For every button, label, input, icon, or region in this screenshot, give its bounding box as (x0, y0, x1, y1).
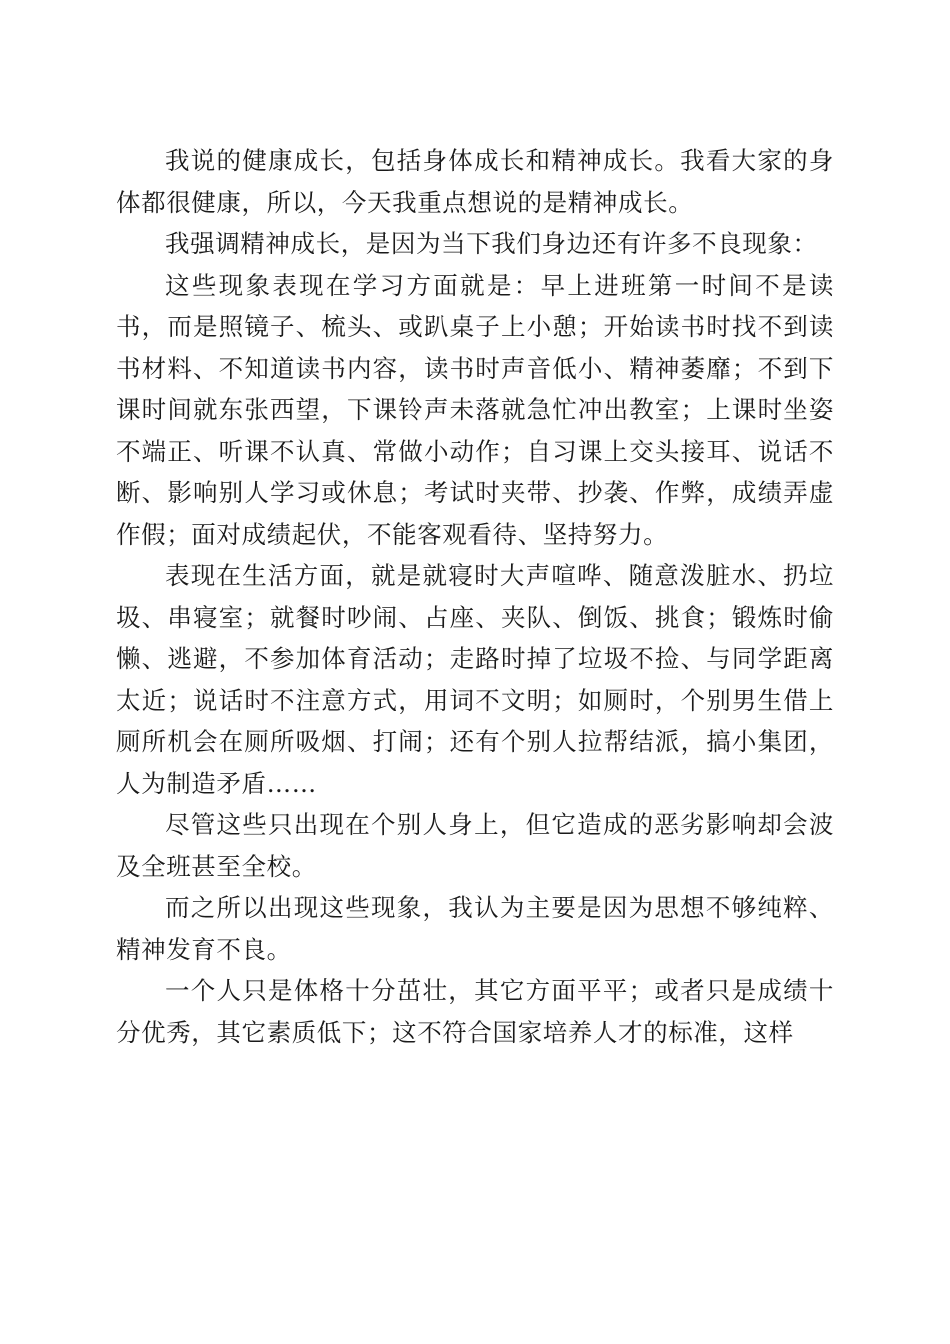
paragraph-7: 一个人只是体格十分茁壮，其它方面平平；或者只是成绩十分优秀，其它素质低下；这不符合国家培养人才的标准，这样 (116, 976, 834, 1047)
paragraph-4: 表现在生活方面，就是就寝时大声喧哗、随意泼脏水、扔垃圾、串寝室；就餐时吵闹、占座、夹队、倒饭、挑食；锻炼时偷懒、逃避，不参加体育活动；走路时掉了垃圾不捡、与同学距离太近；说话时不注意方式，用词不文明；如厕时，个别男生借上厕所机会在厕所吸烟、打闹；还有个别人拉帮结派，搞小集团，人为制造矛盾…… (116, 561, 834, 798)
paragraph-3: 这些现象表现在学习方面就是：早上进班第一时间不是读书，而是照镜子、梳头、或趴桌子上小憩；开始读书时找不到读书材料、不知道读书内容，读书时声音低小、精神萎靡；不到下课时间就东张西望，下课铃声未落就急忙冲出教室；上课时坐姿不端正、听课不认真、常做小动作；自习课上交头接耳、说话不断、影响别人学习或休息；考试时夹带、抄袭、作弊，成绩弄虚作假；面对成绩起伏，不能客观看待、坚持努力。 (116, 270, 834, 549)
paragraph-2: 我强调精神成长，是因为当下我们身边还有许多不良现象： (165, 229, 818, 258)
paragraph-6: 而之所以出现这些现象，我认为主要是因为思想不够纯粹、精神发育不良。 (116, 893, 834, 964)
paragraph-5: 尽管这些只出现在个别人身上，但它造成的恶劣影响却会波及全班甚至全校。 (116, 810, 834, 881)
document-body (116, 140, 834, 1053)
paragraph-1: 我说的健康成长，包括身体成长和精神成长。我看大家的身体都很健康，所以，今天我重点想说的是精神成长。 (116, 146, 834, 217)
